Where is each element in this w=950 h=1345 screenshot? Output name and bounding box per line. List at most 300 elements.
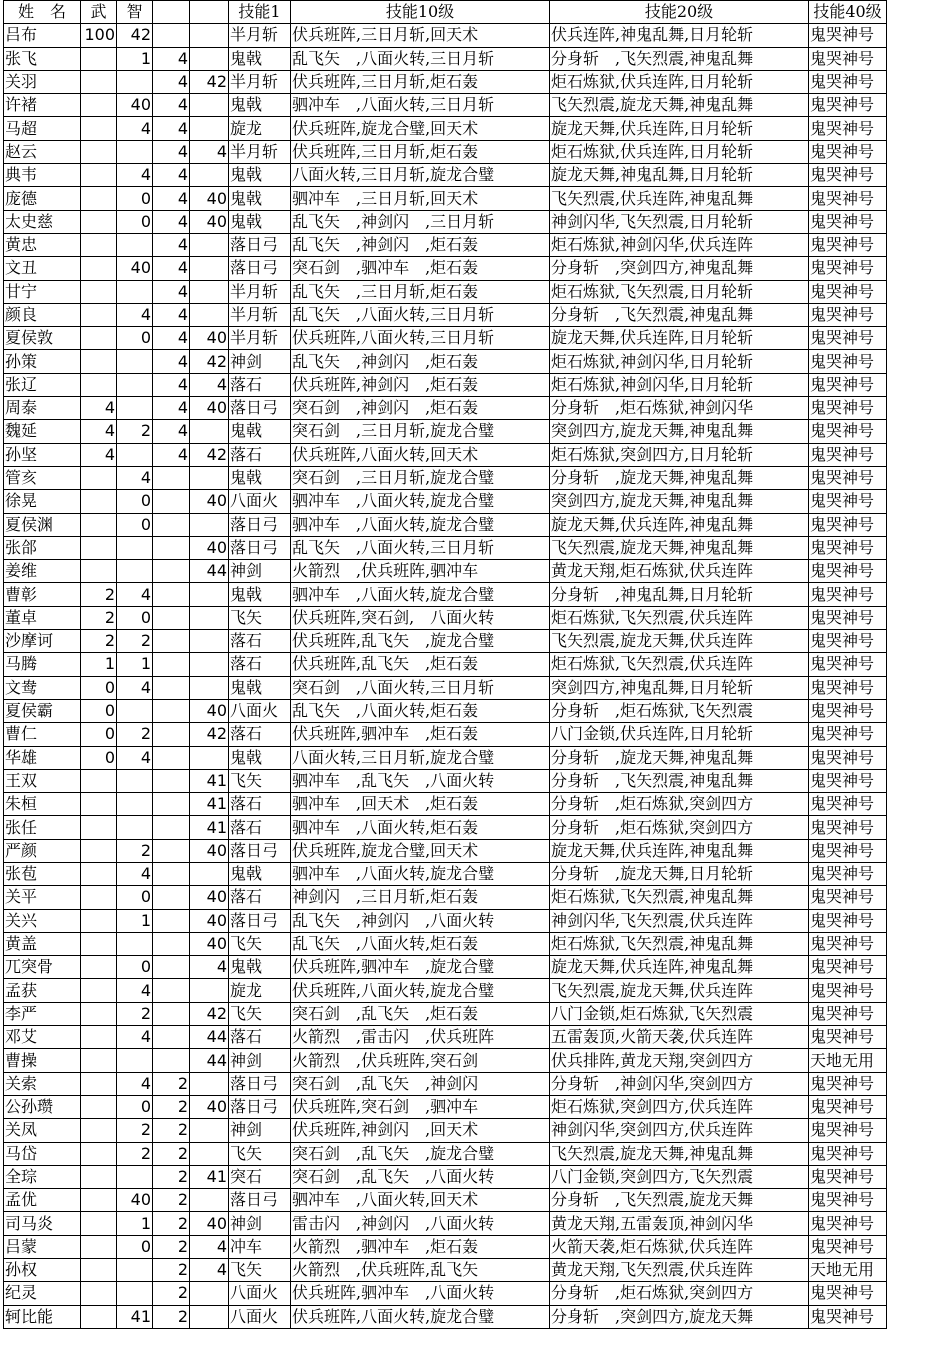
cell-skill20[interactable]: 旋龙天舞,伏兵连阵,神鬼乱舞 — [550, 513, 809, 536]
cell-skill10[interactable]: 八面火转,三日月斩,旋龙合璧 — [291, 746, 550, 769]
cell-name[interactable]: 曹仁 — [4, 723, 81, 746]
cell-skill10[interactable]: 伏兵班阵,八面火转,三日月斩 — [291, 327, 550, 350]
cell-skill20[interactable]: 飞矢烈震,旋龙天舞,神鬼乱舞 — [550, 536, 809, 559]
cell-name[interactable]: 全琮 — [4, 1165, 81, 1188]
cell-skill20[interactable]: 飞矢烈震,旋龙天舞,伏兵连阵 — [550, 979, 809, 1002]
cell-col-e[interactable]: 40 — [190, 1212, 229, 1235]
cell-col-d[interactable]: 2 — [153, 1282, 190, 1305]
cell-skill10[interactable]: 驷冲车 ,八面火转,炬石轰 — [291, 816, 550, 839]
cell-skill1[interactable]: 半月斩 — [229, 70, 291, 93]
cell-skill1[interactable]: 落石 — [229, 723, 291, 746]
cell-intellect[interactable]: 0 — [117, 956, 153, 979]
cell-name[interactable]: 马岱 — [4, 1142, 81, 1165]
cell-col-e[interactable] — [190, 746, 229, 769]
cell-skill10[interactable]: 乱飞矢 ,八面火转,炬石轰 — [291, 699, 550, 722]
cell-skill20[interactable]: 神剑闪华,飞矢烈震,日月轮斩 — [550, 210, 809, 233]
cell-skill10[interactable]: 伏兵班阵,驷冲车 ,旋龙合璧 — [291, 956, 550, 979]
cell-skill10[interactable]: 伏兵班阵,旋龙合璧,回天术 — [291, 117, 550, 140]
cell-skill1[interactable]: 落石 — [229, 373, 291, 396]
cell-martial[interactable] — [81, 280, 117, 303]
cell-col-d[interactable] — [153, 723, 190, 746]
cell-martial[interactable] — [81, 560, 117, 583]
cell-name[interactable]: 马腾 — [4, 653, 81, 676]
cell-col-e[interactable]: 4 — [190, 1259, 229, 1282]
cell-skill40[interactable]: 鬼哭神号 — [809, 187, 887, 210]
cell-col-d[interactable] — [153, 466, 190, 489]
cell-col-e[interactable] — [190, 233, 229, 256]
cell-skill20[interactable]: 旋龙天舞,伏兵连阵,日月轮斩 — [550, 327, 809, 350]
cell-skill20[interactable]: 突剑四方,旋龙天舞,神鬼乱舞 — [550, 490, 809, 513]
cell-skill20[interactable]: 分身斩 ,突剑四方,神鬼乱舞 — [550, 257, 809, 280]
cell-col-e[interactable]: 40 — [190, 909, 229, 932]
cell-name[interactable]: 张飞 — [4, 47, 81, 70]
cell-name[interactable]: 华雄 — [4, 746, 81, 769]
header-name[interactable]: 姓 名 — [4, 1, 81, 24]
cell-name[interactable]: 王双 — [4, 769, 81, 792]
cell-skill1[interactable]: 落石 — [229, 1026, 291, 1049]
cell-name[interactable]: 关兴 — [4, 909, 81, 932]
cell-name[interactable]: 黄盖 — [4, 932, 81, 955]
cell-col-e[interactable] — [190, 1189, 229, 1212]
cell-col-d[interactable] — [153, 886, 190, 909]
cell-martial[interactable] — [81, 140, 117, 163]
cell-skill20[interactable]: 分身斩 ,旋龙天舞,神鬼乱舞 — [550, 746, 809, 769]
cell-martial[interactable] — [81, 490, 117, 513]
cell-skill20[interactable]: 八门金锁,伏兵连阵,日月轮斩 — [550, 723, 809, 746]
cell-name[interactable]: 管亥 — [4, 466, 81, 489]
cell-skill1[interactable]: 鬼戟 — [229, 47, 291, 70]
cell-skill1[interactable]: 鬼戟 — [229, 164, 291, 187]
cell-skill20[interactable]: 炬石炼狱,飞矢烈震,伏兵连阵 — [550, 653, 809, 676]
cell-col-e[interactable]: 42 — [190, 1002, 229, 1025]
cell-skill10[interactable]: 驷冲车 ,八面火转,回天术 — [291, 1189, 550, 1212]
cell-skill20[interactable]: 分身斩 ,旋龙天舞,日月轮斩 — [550, 862, 809, 885]
cell-skill10[interactable]: 雷击闪 ,神剑闪 ,八面火转 — [291, 1212, 550, 1235]
cell-skill1[interactable]: 神剑 — [229, 560, 291, 583]
cell-col-d[interactable]: 4 — [153, 233, 190, 256]
cell-martial[interactable] — [81, 1212, 117, 1235]
cell-intellect[interactable] — [117, 1165, 153, 1188]
cell-col-d[interactable] — [153, 630, 190, 653]
cell-skill20[interactable]: 炬石炼狱,飞矢烈震,伏兵连阵 — [550, 606, 809, 629]
cell-intellect[interactable] — [117, 793, 153, 816]
cell-col-d[interactable] — [153, 513, 190, 536]
cell-col-d[interactable]: 4 — [153, 164, 190, 187]
cell-col-e[interactable]: 40 — [190, 1095, 229, 1118]
cell-skill20[interactable]: 炬石炼狱,伏兵连阵,日月轮斩 — [550, 70, 809, 93]
cell-col-e[interactable]: 42 — [190, 70, 229, 93]
cell-skill10[interactable]: 伏兵班阵,突石剑, 八面火转 — [291, 606, 550, 629]
cell-col-e[interactable] — [190, 583, 229, 606]
cell-skill10[interactable]: 伏兵班阵,驷冲车 ,炬石轰 — [291, 723, 550, 746]
cell-intellect[interactable]: 4 — [117, 979, 153, 1002]
cell-col-d[interactable]: 4 — [153, 47, 190, 70]
cell-skill1[interactable]: 落石 — [229, 653, 291, 676]
cell-martial[interactable] — [81, 932, 117, 955]
cell-col-d[interactable] — [153, 979, 190, 1002]
cell-skill20[interactable]: 黄龙天翔,炬石炼狱,伏兵连阵 — [550, 560, 809, 583]
cell-skill20[interactable]: 黄龙天翔,飞矢烈震,伏兵连阵 — [550, 1259, 809, 1282]
cell-col-d[interactable]: 2 — [153, 1165, 190, 1188]
cell-skill10[interactable]: 突石剑 ,三日月斩,旋龙合璧 — [291, 466, 550, 489]
cell-skill40[interactable]: 鬼哭神号 — [809, 94, 887, 117]
cell-col-d[interactable]: 4 — [153, 70, 190, 93]
cell-skill1[interactable]: 鬼戟 — [229, 420, 291, 443]
cell-col-d[interactable] — [153, 956, 190, 979]
cell-intellect[interactable]: 0 — [117, 886, 153, 909]
cell-skill10[interactable]: 乱飞矢 ,八面火转,三日月斩 — [291, 47, 550, 70]
cell-martial[interactable] — [81, 979, 117, 1002]
cell-name[interactable]: 孟获 — [4, 979, 81, 1002]
cell-col-d[interactable] — [153, 1026, 190, 1049]
cell-skill1[interactable]: 旋龙 — [229, 117, 291, 140]
cell-skill10[interactable]: 乱飞矢 ,八面火转,三日月斩 — [291, 536, 550, 559]
cell-skill40[interactable]: 鬼哭神号 — [809, 956, 887, 979]
cell-intellect[interactable]: 0 — [117, 490, 153, 513]
cell-col-e[interactable]: 42 — [190, 443, 229, 466]
cell-martial[interactable]: 2 — [81, 583, 117, 606]
cell-intellect[interactable]: 0 — [117, 606, 153, 629]
cell-intellect[interactable]: 0 — [117, 513, 153, 536]
cell-skill10[interactable]: 神剑闪 ,三日月斩,炬石轰 — [291, 886, 550, 909]
cell-col-d[interactable]: 4 — [153, 373, 190, 396]
cell-skill40[interactable]: 鬼哭神号 — [809, 746, 887, 769]
cell-intellect[interactable]: 4 — [117, 862, 153, 885]
cell-intellect[interactable]: 1 — [117, 1212, 153, 1235]
cell-intellect[interactable]: 4 — [117, 117, 153, 140]
cell-skill1[interactable]: 半月斩 — [229, 24, 291, 47]
cell-martial[interactable]: 0 — [81, 676, 117, 699]
cell-col-e[interactable]: 4 — [190, 1235, 229, 1258]
cell-name[interactable]: 朱桓 — [4, 793, 81, 816]
cell-skill1[interactable]: 半月斩 — [229, 140, 291, 163]
cell-skill40[interactable]: 鬼哭神号 — [809, 699, 887, 722]
cell-skill20[interactable]: 炬石炼狱,飞矢烈震,日月轮斩 — [550, 280, 809, 303]
cell-col-e[interactable]: 41 — [190, 793, 229, 816]
cell-col-d[interactable] — [153, 769, 190, 792]
cell-col-d[interactable] — [153, 1002, 190, 1025]
cell-skill1[interactable]: 八面火 — [229, 699, 291, 722]
cell-martial[interactable] — [81, 257, 117, 280]
cell-col-e[interactable] — [190, 280, 229, 303]
cell-col-d[interactable] — [153, 746, 190, 769]
cell-skill20[interactable]: 分身斩 ,神鬼乱舞,日月轮斩 — [550, 583, 809, 606]
cell-skill10[interactable]: 伏兵班阵,突石剑 ,驷冲车 — [291, 1095, 550, 1118]
cell-name[interactable]: 张郃 — [4, 536, 81, 559]
cell-skill40[interactable]: 鬼哭神号 — [809, 793, 887, 816]
cell-martial[interactable] — [81, 816, 117, 839]
cell-name[interactable]: 文鸯 — [4, 676, 81, 699]
cell-martial[interactable] — [81, 210, 117, 233]
cell-skill1[interactable]: 半月斩 — [229, 280, 291, 303]
cell-skill1[interactable]: 鬼戟 — [229, 210, 291, 233]
cell-skill20[interactable]: 火箭天袭,炬石炼狱,伏兵连阵 — [550, 1235, 809, 1258]
cell-intellect[interactable]: 40 — [117, 94, 153, 117]
cell-col-e[interactable] — [190, 676, 229, 699]
cell-col-e[interactable]: 40 — [190, 397, 229, 420]
cell-skill40[interactable]: 鬼哭神号 — [809, 839, 887, 862]
cell-skill40[interactable]: 鬼哭神号 — [809, 420, 887, 443]
cell-skill1[interactable]: 落日弓 — [229, 1095, 291, 1118]
cell-martial[interactable]: 4 — [81, 397, 117, 420]
cell-intellect[interactable]: 0 — [117, 187, 153, 210]
cell-skill20[interactable]: 飞矢烈震,旋龙天舞,神鬼乱舞 — [550, 1142, 809, 1165]
cell-skill10[interactable]: 突石剑 ,乱飞矢 ,炬石轰 — [291, 1002, 550, 1025]
cell-skill10[interactable]: 伏兵班阵,神剑闪 ,回天术 — [291, 1119, 550, 1142]
cell-col-d[interactable]: 4 — [153, 397, 190, 420]
cell-intellect[interactable]: 2 — [117, 1119, 153, 1142]
cell-col-d[interactable]: 4 — [153, 257, 190, 280]
cell-skill40[interactable]: 鬼哭神号 — [809, 140, 887, 163]
cell-skill1[interactable]: 落石 — [229, 630, 291, 653]
cell-skill10[interactable]: 驷冲车 ,三日月斩,回天术 — [291, 187, 550, 210]
cell-skill40[interactable]: 鬼哭神号 — [809, 397, 887, 420]
cell-martial[interactable] — [81, 233, 117, 256]
cell-skill20[interactable]: 炬石炼狱,伏兵连阵,日月轮斩 — [550, 140, 809, 163]
cell-intellect[interactable]: 40 — [117, 1189, 153, 1212]
cell-name[interactable]: 夏侯渊 — [4, 513, 81, 536]
cell-name[interactable]: 姜维 — [4, 560, 81, 583]
cell-skill20[interactable]: 分身斩 ,炬石炼狱,突剑四方 — [550, 816, 809, 839]
cell-martial[interactable] — [81, 187, 117, 210]
cell-col-e[interactable]: 40 — [190, 932, 229, 955]
cell-skill40[interactable]: 鬼哭神号 — [809, 350, 887, 373]
cell-intellect[interactable]: 4 — [117, 466, 153, 489]
cell-intellect[interactable]: 2 — [117, 630, 153, 653]
cell-col-d[interactable] — [153, 1049, 190, 1072]
cell-col-e[interactable]: 40 — [190, 536, 229, 559]
cell-col-e[interactable] — [190, 420, 229, 443]
cell-skill40[interactable]: 鬼哭神号 — [809, 280, 887, 303]
cell-col-e[interactable]: 44 — [190, 1049, 229, 1072]
header-col-d[interactable] — [153, 1, 190, 24]
cell-martial[interactable] — [81, 1119, 117, 1142]
cell-skill1[interactable]: 神剑 — [229, 1119, 291, 1142]
cell-martial[interactable] — [81, 769, 117, 792]
cell-skill1[interactable]: 落日弓 — [229, 233, 291, 256]
cell-name[interactable]: 关羽 — [4, 70, 81, 93]
cell-intellect[interactable] — [117, 443, 153, 466]
cell-skill10[interactable]: 伏兵班阵,三日月斩,炬石轰 — [291, 140, 550, 163]
cell-name[interactable]: 沙摩诃 — [4, 630, 81, 653]
cell-skill1[interactable]: 神剑 — [229, 350, 291, 373]
cell-martial[interactable] — [81, 94, 117, 117]
cell-col-d[interactable]: 4 — [153, 420, 190, 443]
cell-skill40[interactable]: 鬼哭神号 — [809, 1189, 887, 1212]
cell-intellect[interactable] — [117, 140, 153, 163]
cell-skill10[interactable]: 驷冲车 ,八面火转,旋龙合璧 — [291, 862, 550, 885]
cell-skill10[interactable]: 乱飞矢 ,神剑闪 ,炬石轰 — [291, 233, 550, 256]
cell-skill1[interactable]: 落石 — [229, 886, 291, 909]
cell-col-e[interactable]: 4 — [190, 373, 229, 396]
cell-skill20[interactable]: 突剑四方,旋龙天舞,神鬼乱舞 — [550, 420, 809, 443]
cell-skill20[interactable]: 飞矢烈震,旋龙天舞,神鬼乱舞 — [550, 94, 809, 117]
cell-skill1[interactable]: 落日弓 — [229, 536, 291, 559]
cell-skill10[interactable]: 驷冲车 ,八面火转,旋龙合璧 — [291, 513, 550, 536]
cell-intellect[interactable]: 0 — [117, 1235, 153, 1258]
cell-skill20[interactable]: 分身斩 ,炬石炼狱,神剑闪华 — [550, 397, 809, 420]
cell-skill20[interactable]: 神剑闪华,飞矢烈震,伏兵连阵 — [550, 909, 809, 932]
cell-skill1[interactable]: 落石 — [229, 443, 291, 466]
cell-skill40[interactable]: 鬼哭神号 — [809, 630, 887, 653]
cell-skill20[interactable]: 分身斩 ,炬石炼狱,突剑四方 — [550, 1282, 809, 1305]
cell-col-d[interactable]: 4 — [153, 187, 190, 210]
cell-col-d[interactable] — [153, 536, 190, 559]
cell-col-e[interactable] — [190, 117, 229, 140]
cell-martial[interactable] — [81, 70, 117, 93]
cell-name[interactable]: 文丑 — [4, 257, 81, 280]
cell-skill1[interactable]: 八面火 — [229, 1282, 291, 1305]
cell-skill1[interactable]: 飞矢 — [229, 932, 291, 955]
cell-skill10[interactable]: 伏兵班阵,神剑闪 ,炬石轰 — [291, 373, 550, 396]
cell-name[interactable]: 许褚 — [4, 94, 81, 117]
cell-skill40[interactable]: 鬼哭神号 — [809, 1305, 887, 1328]
cell-martial[interactable]: 2 — [81, 630, 117, 653]
cell-martial[interactable] — [81, 886, 117, 909]
cell-intellect[interactable]: 4 — [117, 583, 153, 606]
cell-skill1[interactable]: 半月斩 — [229, 327, 291, 350]
cell-name[interactable]: 夏侯敦 — [4, 327, 81, 350]
cell-intellect[interactable] — [117, 397, 153, 420]
cell-intellect[interactable] — [117, 350, 153, 373]
cell-name[interactable]: 孙坚 — [4, 443, 81, 466]
cell-skill10[interactable]: 伏兵班阵,八面火转,回天术 — [291, 443, 550, 466]
cell-name[interactable]: 曹操 — [4, 1049, 81, 1072]
cell-skill40[interactable]: 鬼哭神号 — [809, 536, 887, 559]
cell-name[interactable]: 吕蒙 — [4, 1235, 81, 1258]
cell-col-d[interactable]: 2 — [153, 1189, 190, 1212]
cell-skill1[interactable]: 鬼戟 — [229, 956, 291, 979]
cell-col-d[interactable] — [153, 606, 190, 629]
cell-col-d[interactable]: 4 — [153, 280, 190, 303]
cell-col-e[interactable]: 41 — [190, 1165, 229, 1188]
cell-intellect[interactable]: 2 — [117, 839, 153, 862]
cell-martial[interactable]: 0 — [81, 723, 117, 746]
cell-col-e[interactable] — [190, 24, 229, 47]
cell-intellect[interactable]: 0 — [117, 1095, 153, 1118]
cell-skill1[interactable]: 半月斩 — [229, 303, 291, 326]
cell-skill1[interactable]: 落日弓 — [229, 513, 291, 536]
cell-intellect[interactable] — [117, 233, 153, 256]
cell-name[interactable]: 张任 — [4, 816, 81, 839]
cell-martial[interactable] — [81, 1165, 117, 1188]
cell-intellect[interactable]: 0 — [117, 327, 153, 350]
cell-skill40[interactable]: 鬼哭神号 — [809, 886, 887, 909]
cell-skill1[interactable]: 飞矢 — [229, 606, 291, 629]
cell-skill20[interactable]: 炬石炼狱,突剑四方,日月轮斩 — [550, 443, 809, 466]
cell-intellect[interactable]: 4 — [117, 303, 153, 326]
cell-skill10[interactable]: 伏兵班阵,旋龙合璧,回天术 — [291, 839, 550, 862]
cell-col-d[interactable] — [153, 24, 190, 47]
cell-skill1[interactable]: 鬼戟 — [229, 187, 291, 210]
cell-col-e[interactable]: 41 — [190, 769, 229, 792]
cell-martial[interactable] — [81, 536, 117, 559]
cell-martial[interactable] — [81, 164, 117, 187]
cell-intellect[interactable]: 4 — [117, 676, 153, 699]
cell-skill1[interactable]: 落石 — [229, 816, 291, 839]
cell-name[interactable]: 孙策 — [4, 350, 81, 373]
header-skill10[interactable]: 技能10级 — [291, 1, 550, 24]
cell-col-e[interactable]: 40 — [190, 327, 229, 350]
cell-skill40[interactable]: 鬼哭神号 — [809, 513, 887, 536]
cell-skill10[interactable]: 乱飞矢 ,神剑闪 ,炬石轰 — [291, 350, 550, 373]
cell-skill20[interactable]: 飞矢烈震,旋龙天舞,伏兵连阵 — [550, 630, 809, 653]
cell-skill1[interactable]: 冲车 — [229, 1235, 291, 1258]
cell-skill40[interactable]: 鬼哭神号 — [809, 1142, 887, 1165]
cell-col-e[interactable] — [190, 979, 229, 1002]
cell-intellect[interactable]: 1 — [117, 909, 153, 932]
cell-col-d[interactable]: 4 — [153, 210, 190, 233]
cell-skill40[interactable]: 鬼哭神号 — [809, 443, 887, 466]
cell-col-e[interactable] — [190, 1282, 229, 1305]
cell-name[interactable]: 司马炎 — [4, 1212, 81, 1235]
cell-name[interactable]: 典韦 — [4, 164, 81, 187]
cell-martial[interactable]: 100 — [81, 24, 117, 47]
cell-skill10[interactable]: 乱飞矢 ,神剑闪 ,三日月斩 — [291, 210, 550, 233]
cell-intellect[interactable] — [117, 1049, 153, 1072]
cell-name[interactable]: 吕布 — [4, 24, 81, 47]
cell-skill40[interactable]: 鬼哭神号 — [809, 606, 887, 629]
cell-martial[interactable] — [81, 1049, 117, 1072]
cell-name[interactable]: 关平 — [4, 886, 81, 909]
cell-skill10[interactable]: 驷冲车 ,八面火转,旋龙合璧 — [291, 490, 550, 513]
cell-name[interactable]: 纪灵 — [4, 1282, 81, 1305]
cell-skill1[interactable]: 飞矢 — [229, 1002, 291, 1025]
cell-intellect[interactable]: 42 — [117, 24, 153, 47]
cell-col-e[interactable] — [190, 466, 229, 489]
cell-intellect[interactable] — [117, 769, 153, 792]
cell-name[interactable]: 徐晃 — [4, 490, 81, 513]
cell-col-e[interactable]: 4 — [190, 140, 229, 163]
cell-skill1[interactable]: 鬼戟 — [229, 583, 291, 606]
header-intellect[interactable]: 智 — [117, 1, 153, 24]
cell-intellect[interactable]: 2 — [117, 723, 153, 746]
cell-martial[interactable]: 4 — [81, 443, 117, 466]
cell-intellect[interactable] — [117, 1282, 153, 1305]
cell-intellect[interactable]: 40 — [117, 257, 153, 280]
cell-skill40[interactable]: 鬼哭神号 — [809, 373, 887, 396]
cell-col-d[interactable]: 2 — [153, 1212, 190, 1235]
cell-skill10[interactable]: 乱飞矢 ,八面火转,炬石轰 — [291, 932, 550, 955]
cell-skill1[interactable]: 神剑 — [229, 1212, 291, 1235]
header-skill20[interactable]: 技能20级 — [550, 1, 809, 24]
cell-martial[interactable] — [81, 466, 117, 489]
cell-skill1[interactable]: 落日弓 — [229, 1189, 291, 1212]
cell-col-d[interactable]: 4 — [153, 350, 190, 373]
header-skill1[interactable]: 技能1 — [229, 1, 291, 24]
cell-martial[interactable] — [81, 117, 117, 140]
cell-skill40[interactable]: 鬼哭神号 — [809, 1235, 887, 1258]
cell-col-d[interactable] — [153, 699, 190, 722]
cell-skill10[interactable]: 伏兵班阵,驷冲车 ,八面火转 — [291, 1282, 550, 1305]
cell-martial[interactable] — [81, 373, 117, 396]
cell-intellect[interactable]: 1 — [117, 653, 153, 676]
cell-martial[interactable]: 1 — [81, 653, 117, 676]
cell-skill1[interactable]: 鬼戟 — [229, 862, 291, 885]
cell-skill20[interactable]: 分身斩 ,飞矢烈震,旋龙天舞 — [550, 1189, 809, 1212]
cell-intellect[interactable] — [117, 536, 153, 559]
cell-martial[interactable]: 0 — [81, 699, 117, 722]
cell-skill10[interactable]: 驷冲车 ,回天术 ,炬石轰 — [291, 793, 550, 816]
cell-skill40[interactable]: 鬼哭神号 — [809, 1026, 887, 1049]
cell-col-e[interactable] — [190, 606, 229, 629]
cell-col-d[interactable] — [153, 793, 190, 816]
cell-skill1[interactable]: 鬼戟 — [229, 466, 291, 489]
cell-skill20[interactable]: 分身斩 ,飞矢烈震,神鬼乱舞 — [550, 769, 809, 792]
cell-intellect[interactable] — [117, 1259, 153, 1282]
cell-col-e[interactable] — [190, 862, 229, 885]
cell-skill10[interactable]: 突石剑 ,乱飞矢 ,八面火转 — [291, 1165, 550, 1188]
